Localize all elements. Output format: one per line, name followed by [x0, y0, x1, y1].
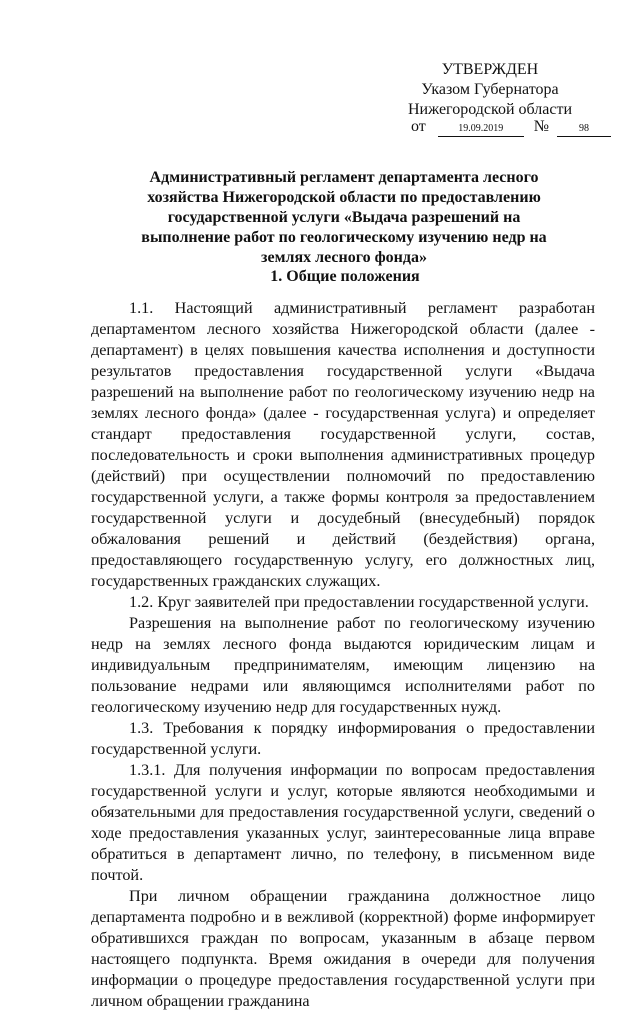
from-label: от: [411, 118, 426, 135]
section-title: 1. Общие положения: [270, 268, 420, 285]
decree-number: 98: [557, 122, 611, 137]
document-title: Административный регламент департамента лесного хозяйства Нижегородской области по предоставлению государственной услуги «Выдача разрешений на выполнение работ по геологическому изучению недр на землях лесного фонда»: [141, 169, 547, 266]
number-label: №: [533, 118, 550, 135]
paragraph: 1.1. Настоящий административный регламент разработан департаментом лесного хозяйства Нижегородской области (далее - департамент) в целях повышения качества исполнения и доступности результатов предоставления государственной услуги «Выдача разрешений на выполнение работ по геологическому изучению недр на землях лесного фонда» (далее - государственная услуга) и определяет стандарт предоставления государственной услуги, состав, последовательность и сроки выполнения административных процедур (действий) при осуществлении полномочий по предоставлению государственной услуги, а также формы контроля за предоставлением государственной услуги и досудебный (внесудебный) порядок обжалования решений и действий (бездействия) органа, предоставляющего государственную услугу, его должностных лиц, государственных гражданских служащих.: [91, 299, 595, 590]
paragraph: 1.2. Круг заявителей при предоставлении государственной услуги.: [129, 593, 589, 611]
approved-label: УТВЕРЖДЕН: [441, 61, 539, 78]
decree-date: 19.09.2019: [438, 122, 524, 137]
approval-block: [380, 60, 600, 120]
region-label: Нижегородской области: [407, 101, 572, 118]
paragraph: Разрешения на выполнение работ по геологическому изучению недр на землях лесного фонда выдаются юридическим лицам и индивидуальным предпринимателям, имеющим лицензию на пользование недрами или являющимся исполнителями работ по геологическому изучению недр для государственных нужд.: [91, 614, 595, 716]
paragraph: 1.3.1. Для получения информации по вопросам предоставления государственной услуги и услуг, которые являются необходимыми и обязательными для предоставления государственной услуги, сведений о ходе предоставления указанных услуг, заинтересованные лица вправе обратиться в департамент лично, по телефону, в письменном виде почтой.: [91, 761, 595, 884]
decree-date-number-line: [411, 116, 601, 136]
paragraph: 1.3. Требования к порядку информирования о предоставлении государственной услуги.: [91, 719, 595, 758]
paragraph: При личном обращении гражданина должностное лицо департамента подробно и в вежливой (корректной) форме информирует обратившихся граждан по вопросам, указанным в абзаце первом настоящего подпункта. Время ожидания в очереди для получения информации о процедуре предоставления государственной услуги при личном обращении гражданина: [91, 887, 595, 1010]
decree-label: Указом Губернатора: [421, 81, 559, 98]
